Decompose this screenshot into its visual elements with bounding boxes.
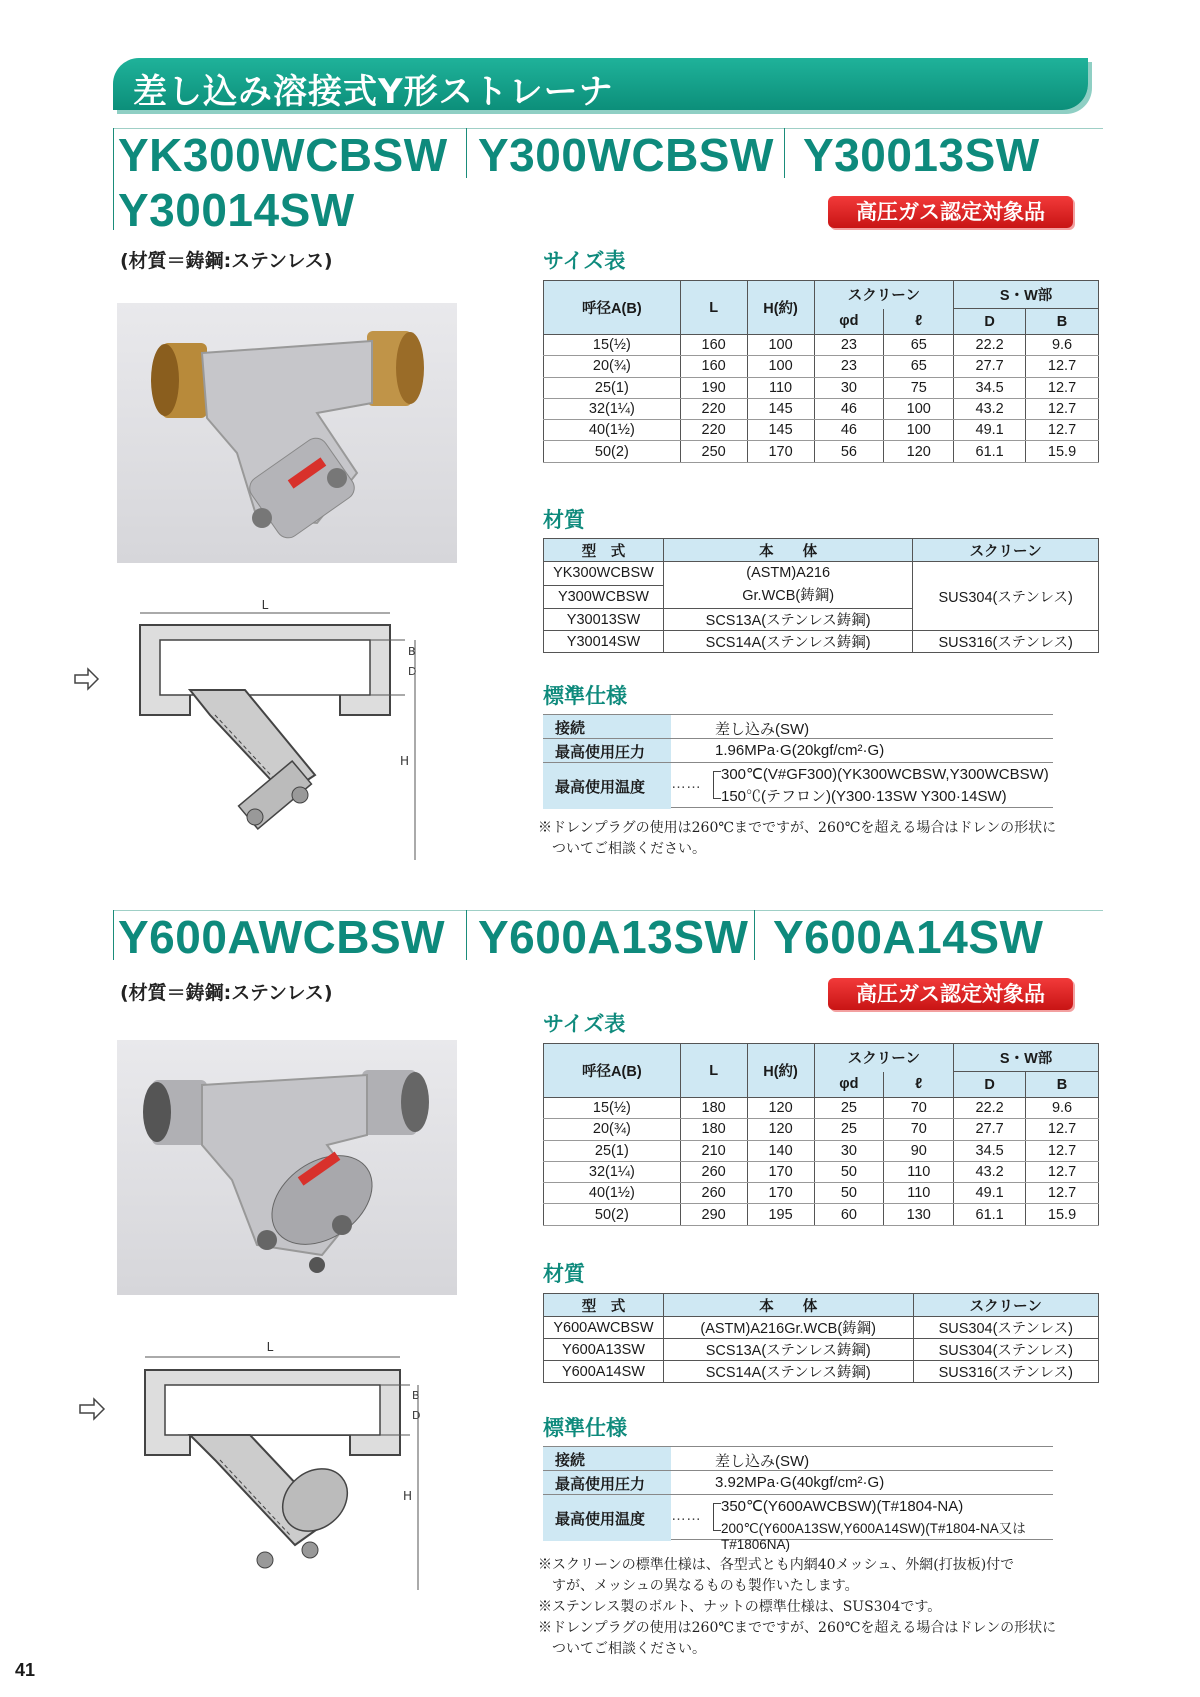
model-divider — [754, 910, 755, 960]
size-table — [543, 280, 1099, 463]
spec-value: 200℃(Y600A13SW,Y600A14SW)(T#1804-NA又はT#1806NA) — [721, 1521, 1026, 1552]
cell: 12.7 — [1026, 1140, 1099, 1161]
model-name: YK300WCBSW — [118, 129, 448, 181]
cell: 65 — [884, 335, 954, 356]
table-row — [544, 1361, 1099, 1383]
cell: 40(1½) — [544, 420, 681, 441]
spec-label: 最高使用温度 — [543, 763, 671, 809]
cell: SUS304(ステンレス) — [913, 1339, 1099, 1361]
cell: SUS316(ステンレス) — [913, 1361, 1099, 1383]
table-row — [544, 377, 1099, 398]
spec-title: 標準仕様 — [543, 1416, 627, 1440]
cell: 15.9 — [1026, 441, 1099, 462]
cell: 145 — [747, 398, 814, 419]
material-note: (材質＝鋳鋼:ステンレス) — [120, 250, 333, 272]
spec-value: 350℃(Y600AWCBSW)(T#1804-NA) — [721, 1498, 964, 1515]
header-type: 型 式 — [544, 1294, 664, 1317]
section1-left-rule — [113, 128, 114, 230]
bracket — [713, 1503, 721, 1531]
table-row — [544, 1204, 1099, 1225]
spec-label: 接続 — [543, 1447, 671, 1471]
cell: 25 — [814, 1098, 884, 1119]
note-line: ついてご相談ください。 — [538, 1641, 706, 1657]
header-L: L — [680, 281, 747, 335]
header-screen: スクリーン — [913, 1294, 1099, 1317]
cell: 23 — [814, 335, 884, 356]
cell: 120 — [884, 441, 954, 462]
cell: 210 — [680, 1140, 747, 1161]
cell: 160 — [680, 335, 747, 356]
spec-row — [543, 1494, 1053, 1552]
cell: 49.1 — [954, 420, 1026, 441]
cell: 70 — [884, 1098, 954, 1119]
model-divider — [466, 910, 467, 960]
page-banner — [113, 58, 1103, 116]
cell: 50 — [814, 1183, 884, 1204]
cell: 43.2 — [954, 1161, 1026, 1182]
table-row — [544, 1161, 1099, 1182]
cell: 100 — [884, 420, 954, 441]
cell: 12.7 — [1026, 420, 1099, 441]
dimension-label-H: H — [400, 754, 410, 768]
dimension-label-H: H — [403, 1489, 413, 1503]
cell: 160 — [680, 356, 747, 377]
flow-direction-icon — [80, 1399, 104, 1419]
leader-dots: …… — [671, 1507, 701, 1524]
certification-badge: 高圧ガス認定対象品 — [828, 978, 1073, 1010]
cell: 12.7 — [1026, 398, 1099, 419]
strainer-photo-illustration — [117, 303, 457, 563]
cell: 50(2) — [544, 1204, 681, 1225]
table-row — [544, 441, 1099, 462]
cell: 30 — [814, 377, 884, 398]
notes — [538, 1555, 1056, 1660]
header-phi: φd — [814, 1072, 884, 1098]
cell: SCS13A(ステンレス鋳鋼) — [663, 609, 912, 631]
table-row — [544, 1339, 1099, 1361]
spec-label: 最高使用圧力 — [543, 739, 671, 763]
cell: 120 — [747, 1119, 814, 1140]
material-note: (材質＝鋳鋼:ステンレス) — [120, 982, 333, 1004]
header-L: L — [680, 1044, 747, 1098]
cell: 23 — [814, 356, 884, 377]
cell: 61.1 — [954, 1204, 1026, 1225]
banner-title: 差し込み溶接式Y形ストレーナ — [133, 72, 614, 112]
cell: Y30013SW — [544, 609, 664, 631]
header-sw: S・W部 — [954, 281, 1099, 309]
dimension-drawing — [70, 595, 450, 865]
header-D: D — [954, 309, 1026, 335]
cell: 20(¾) — [544, 356, 681, 377]
dimension-label-D: D — [408, 665, 417, 678]
header-body: 本 体 — [663, 1294, 913, 1317]
table-row — [544, 631, 1099, 653]
cell: 90 — [884, 1140, 954, 1161]
cell: 43.2 — [954, 398, 1026, 419]
cell: 70 — [884, 1119, 954, 1140]
cell: 56 — [814, 441, 884, 462]
table-row — [544, 398, 1099, 419]
spec-label: 接続 — [543, 715, 671, 739]
cell: 100 — [747, 335, 814, 356]
cell: Y600A14SW — [544, 1361, 664, 1383]
cell: 180 — [680, 1119, 747, 1140]
spec-row — [543, 762, 1053, 808]
cell: 180 — [680, 1098, 747, 1119]
cell: 190 — [680, 377, 747, 398]
notes — [538, 818, 1056, 860]
dimension-drawing — [70, 1335, 450, 1595]
size-table-title: サイズ表 — [543, 1012, 626, 1036]
cell: 170 — [747, 1183, 814, 1204]
model-name: Y300WCBSW — [478, 129, 774, 181]
table-row — [544, 1183, 1099, 1204]
material-table — [543, 538, 1099, 653]
spec-value: 差し込み(SW) — [715, 1453, 810, 1470]
cell: 170 — [747, 1161, 814, 1182]
cell: SCS14A(ステンレス鋳鋼) — [663, 1361, 913, 1383]
cell: 30 — [814, 1140, 884, 1161]
cell: 15(½) — [544, 335, 681, 356]
cell: 195 — [747, 1204, 814, 1225]
header-D: D — [954, 1072, 1026, 1098]
page-number: 41 — [15, 1660, 36, 1680]
strainer-section-drawing — [70, 595, 450, 865]
table-row — [544, 1317, 1099, 1339]
cell: 12.7 — [1026, 356, 1099, 377]
dimension-label-B: B — [408, 645, 416, 658]
header-B: B — [1026, 1072, 1099, 1098]
cell: 12.7 — [1026, 377, 1099, 398]
cell: 9.6 — [1026, 335, 1099, 356]
table-row — [544, 356, 1099, 377]
header-ell: ℓ — [884, 1072, 954, 1098]
header-H: H(約) — [747, 281, 814, 335]
dimension-label-L: L — [261, 598, 269, 612]
model-name: Y600AWCBSW — [118, 911, 446, 963]
note-line: ※ドレンプラグの使用は260℃までですが、260℃を超える場合はドレンの形状に — [538, 820, 1057, 836]
cell: 220 — [680, 420, 747, 441]
cell: 110 — [884, 1161, 954, 1182]
cell: Y30014SW — [544, 631, 664, 653]
cell: 34.5 — [954, 377, 1026, 398]
cell: 25(1) — [544, 377, 681, 398]
body-material-line: (ASTM)A216 — [746, 565, 831, 581]
cell: SCS14A(ステンレス鋳鋼) — [663, 631, 912, 653]
material-table — [543, 1293, 1099, 1383]
cell: 12.7 — [1026, 1183, 1099, 1204]
note-line: すが、メッシュの異なるものも製作いたします。 — [538, 1578, 859, 1594]
spec-value: 150℃(テフロン)(Y300·13SW Y300·14SW) — [721, 788, 1007, 805]
cell: 22.2 — [954, 1098, 1026, 1119]
table-row — [544, 1140, 1099, 1161]
cell: 20(¾) — [544, 1119, 681, 1140]
cell: 260 — [680, 1161, 747, 1182]
cell — [663, 562, 912, 609]
cell: 25 — [814, 1119, 884, 1140]
cell: (ASTM)A216Gr.WCB(鋳鋼) — [663, 1317, 913, 1339]
spec-value: 1.96MPa·G(20kgf/cm²·G) — [715, 742, 885, 759]
body-material-line: Gr.WCB(鋳鋼) — [742, 588, 835, 604]
table-row — [544, 1119, 1099, 1140]
cell: 15.9 — [1026, 1204, 1099, 1225]
cell: 61.1 — [954, 441, 1026, 462]
cell: 46 — [814, 398, 884, 419]
cell: 25(1) — [544, 1140, 681, 1161]
note-line: ついてご相談ください。 — [538, 841, 706, 857]
spec-value: 差し込み(SW) — [715, 721, 810, 738]
spec-block — [543, 1446, 1099, 1550]
cell: 34.5 — [954, 1140, 1026, 1161]
cell: Y600AWCBSW — [544, 1317, 664, 1339]
cell: 27.7 — [954, 1119, 1026, 1140]
cell: 50 — [814, 1161, 884, 1182]
cell: SUS304(ステンレス) — [913, 562, 1099, 631]
spec-label: 最高使用温度 — [543, 1495, 671, 1541]
bracket — [713, 771, 721, 799]
flow-direction-icon — [75, 669, 98, 689]
header-screen: スクリーン — [814, 281, 954, 309]
cell: Y300WCBSW — [544, 585, 664, 609]
material-table-title: 材質 — [543, 508, 585, 532]
table-row — [544, 562, 1099, 586]
spec-row — [543, 1470, 1053, 1494]
header-ell: ℓ — [884, 309, 954, 335]
cell: 140 — [747, 1140, 814, 1161]
spec-value: 3.92MPa·G(40kgf/cm²·G) — [715, 1474, 885, 1491]
header-body: 本 体 — [663, 539, 912, 562]
cell: 46 — [814, 420, 884, 441]
spec-row — [543, 1446, 1053, 1470]
strainer-photo-illustration — [117, 1040, 457, 1295]
dimension-label-B: B — [412, 1389, 420, 1402]
cell: 32(1¼) — [544, 398, 681, 419]
header-screen: スクリーン — [814, 1044, 954, 1072]
cell: 220 — [680, 398, 747, 419]
cell: Y600A13SW — [544, 1339, 664, 1361]
spec-block — [543, 714, 1099, 818]
table-row — [544, 335, 1099, 356]
cell: SUS304(ステンレス) — [913, 1317, 1099, 1339]
model-name: Y30013SW — [803, 129, 1040, 181]
spec-row — [543, 738, 1053, 762]
cell: 290 — [680, 1204, 747, 1225]
header-screen: スクリーン — [913, 539, 1099, 562]
dimension-label-D: D — [412, 1409, 421, 1422]
cell: 100 — [884, 398, 954, 419]
cell: 27.7 — [954, 356, 1026, 377]
spec-value: 300℃(V#GF300)(YK300WCBSW,Y300WCBSW) — [721, 766, 1049, 783]
header-phi: φd — [814, 309, 884, 335]
header-H: H(約) — [747, 1044, 814, 1098]
header-sw: S・W部 — [954, 1044, 1099, 1072]
header-B: B — [1026, 309, 1099, 335]
cell: 110 — [747, 377, 814, 398]
section2-left-rule — [113, 910, 114, 960]
cell: 260 — [680, 1183, 747, 1204]
cell: 49.1 — [954, 1183, 1026, 1204]
spec-label: 最高使用圧力 — [543, 1471, 671, 1495]
header-nominal: 呼径A(B) — [544, 281, 681, 335]
header-nominal: 呼径A(B) — [544, 1044, 681, 1098]
cell: 9.6 — [1026, 1098, 1099, 1119]
table-row — [544, 420, 1099, 441]
cell: 130 — [884, 1204, 954, 1225]
cell: 32(1¼) — [544, 1161, 681, 1182]
strainer-section-drawing — [70, 1335, 450, 1595]
note-line: ※ステンレス製のボルト、ナットの標準仕様は、SUS304です。 — [538, 1599, 942, 1615]
product-photo — [117, 303, 457, 563]
note-line: ※スクリーンの標準仕様は、各型式とも内網40メッシュ、外網(打抜板)付で — [538, 1557, 1015, 1573]
size-table — [543, 1043, 1099, 1226]
cell: 50(2) — [544, 441, 681, 462]
size-table-title: サイズ表 — [543, 249, 626, 273]
model-divider — [784, 128, 785, 178]
model-name: Y600A14SW — [773, 911, 1044, 963]
dimension-label-L: L — [266, 1340, 274, 1354]
table-row — [544, 1098, 1099, 1119]
cell: SUS316(ステンレス) — [913, 631, 1099, 653]
cell: 145 — [747, 420, 814, 441]
model-name: Y30014SW — [118, 184, 355, 236]
cell: 12.7 — [1026, 1161, 1099, 1182]
cell: 12.7 — [1026, 1119, 1099, 1140]
header-type: 型 式 — [544, 539, 664, 562]
cell: YK300WCBSW — [544, 562, 664, 586]
cell: 60 — [814, 1204, 884, 1225]
leader-dots: …… — [671, 775, 701, 792]
model-divider — [466, 128, 467, 178]
certification-badge: 高圧ガス認定対象品 — [828, 196, 1073, 228]
cell: 250 — [680, 441, 747, 462]
spec-title: 標準仕様 — [543, 684, 627, 708]
spec-row — [543, 714, 1053, 738]
cell: 120 — [747, 1098, 814, 1119]
cell: 40(1½) — [544, 1183, 681, 1204]
cell: 170 — [747, 441, 814, 462]
cell: 100 — [747, 356, 814, 377]
cell: 22.2 — [954, 335, 1026, 356]
cell: 65 — [884, 356, 954, 377]
cell: 15(½) — [544, 1098, 681, 1119]
note-line: ※ドレンプラグの使用は260℃までですが、260℃を超える場合はドレンの形状に — [538, 1620, 1057, 1636]
cell: 110 — [884, 1183, 954, 1204]
model-name: Y600A13SW — [478, 911, 749, 963]
material-table-title: 材質 — [543, 1262, 585, 1286]
cell: 75 — [884, 377, 954, 398]
cell: SCS13A(ステンレス鋳鋼) — [663, 1339, 913, 1361]
product-photo — [117, 1040, 457, 1295]
